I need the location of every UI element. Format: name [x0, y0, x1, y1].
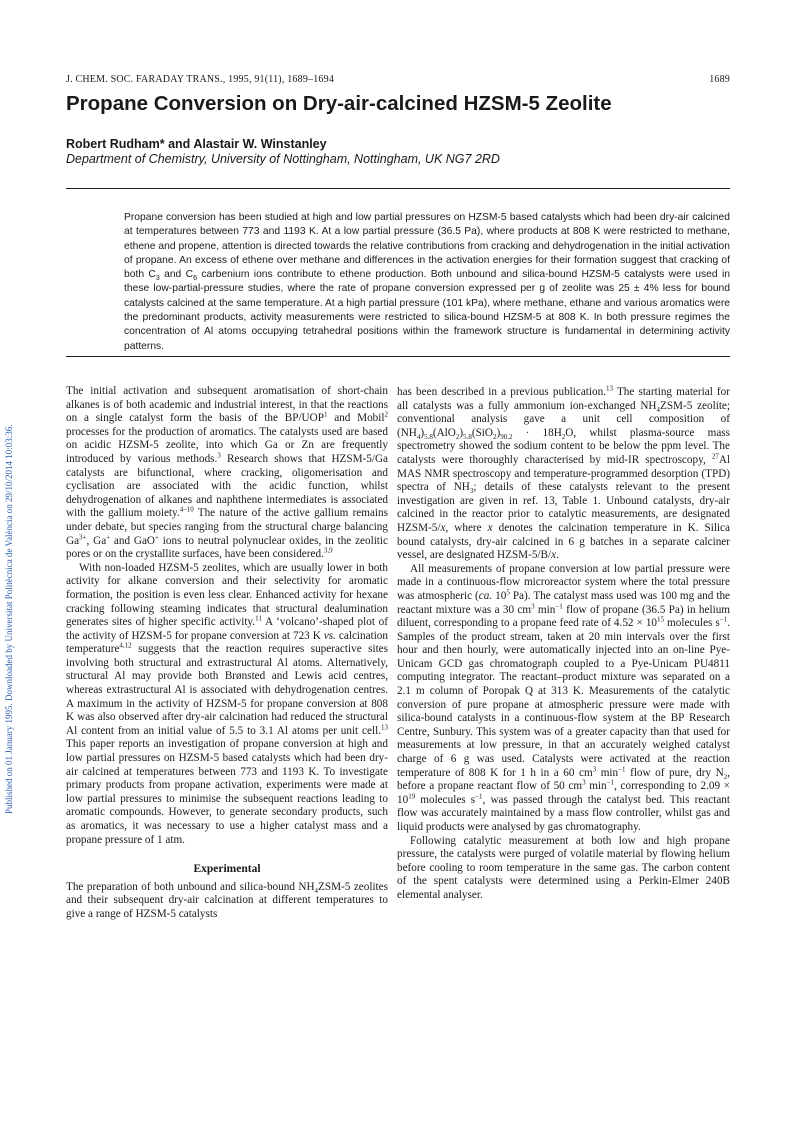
- experimental-paragraph-3: All measurements of propane conversion at low partial pressure were made in a continuous-flow microreactor system where the total pressure was atmospheric (ca. $10^5$ Pa). The catalyst mass used was 100 mg and the reactant mixture was a 30 $cm^3$ $\min^{-1}$ flow of propane (36.5 Pa) in helium diluent, corresponding to a propane feed rate of $4.52 \times 10^{15}$ molecules $s^{-1}$. Samples of the product stream, taken at 20 min intervals over the first hour and then hourly, were automatically injected into an on-line Pye-Unicam GCD gas chromatograph coupled to a Pye-Unicam PU4811 computing integrator. The reactant–product mixture was separated on a 2.1 m column of Poropak Q at 313 K. Measurements of the catalytic conversion of pure propane at atmospheric pressure were made with silica-bound catalysts in a continuous-flow system at the BP Research Centre, Sunbury. This system was of a greater capacity than that used for measurements at low pressure, in that an accurately weighed catalyst charge of 6 g was used. Catalysts were activated at the reaction temperature of 808 K for 1 h in a 60 $cm^3$ $\min^{-1}$ flow of pure, dry $N_2$, before a propane reactant flow of 50 $cm^3$ $\min^{-1}$, corresponding to $2.09 \times 10^{19}$ molecules $s^{-1}$, was passed through the catalyst bed. This reactant flow was accurately maintained by a mass flow controller, whilst gas and liquid products were analysed by gas chromatography.: [397, 562, 731, 833]
- bottom-divider: [66, 356, 730, 357]
- journal-header: [66, 74, 730, 85]
- article-affiliation: Department of Chemistry, University of Nottingham, Nottingham, UK NG7 2RD: [66, 152, 500, 166]
- abstract: Propane conversion has been studied at high and low partial pressures on HZSM-5 based catalysts which had been dry-air calcined at temperatures between 773 and 1193 K. At a low partial pressure (36.5 Pa), where products at 808 K were restricted to methane, ethene and propene, attention is directed towards the relative contributions from cracking and dehydrogenation in the initial activation of propane. An excess of ethene over methane and differences in the activation energies for their formation suggest that cracking of both $C_3$ and $C_6$ carbenium ions contribute to ethene production. Both unbound and silica-bound HZSM-5 catalysts were used in these low-partial-pressure studies, where the rate of propane conversion expressed per g of zeolite was 25 ± 4% less for bound catalysts calcined at the same temperature. At a high partial pressure (101 kPa), where methane, ethane and various aromatics were the predominant products, activity measurements were restricted to silica-bound HZSM-5 at 808 K. In both pressure regimes the concentration of Al atoms occupying tetrahedral positions within the framework structure is fundamental in determining activity patterns.: [124, 212, 731, 352]
- journal-citation: J. CHEM. SOC. FARADAY TRANS., 1995, 91(11), 1689–1694: [66, 74, 335, 85]
- intro-paragraph-2: With non-loaded HZSM-5 zeolites, which are usually lower in both activity for alkane conversion and their selectivity for aromatic formation, the position is even less clear. Enhanced activity for hexane cracking following steaming indicates that structural dealumination generates sites of higher specific activity.$^{11}$ A ‘volcano’-shaped plot of the activity of HZSM-5 for propane conversion at 723 K vs. calcination temperature$^{4,12}$ suggests that the reaction requires superactive sites involving both structural and extrastructural Al atoms. Alternatively, structural Al may provide both Brønsted and Lewis acid centres, whereas extrastructural Al is associated with dehydrogenation centres. A maximum in the activity of HZSM-5 for propane conversion at 808 K was also observed after dry-air calcination had reduced the structural Al content from an initial value of 5.5 to 3.1 Al atoms per unit cell.$^{13}$ This paper reports an investigation of propane conversion at high and low partial pressures on HZSM-5 based catalysts which had been dry-air calcined at temperatures between 773 and 1193 K. To investigate primary products from propane activation, experiments were made at low partial pressures to minimise the subsequent reactions leading to aromatic compounds. However, to generate secondary products, such as aromatics, it was necessary to use a higher catalyst mass and a propane pressure of 1 atm.: [66, 561, 388, 846]
- page-number: 1689: [709, 74, 730, 85]
- experimental-paragraph-4: Following catalytic measurement at both low and high propane pressure, the catalysts were purged of volatile material by flowing helium before cooling to room temperature in the same gas. The carbon content of the spent catalysts were determined using a Perkin-Elmer 240B elemental analyser.: [397, 834, 730, 901]
- experimental-paragraph-2: has been described in a previous publication.$^{13}$ The starting material for all catalysts was a fully ammonium ion-exchanged $NH_4ZSM-5$ zeolite; conventional analysis gave a unit cell composition of $(NH_4)_{5.8}(AlO_2)_{5.8}(SiO_2)_{90.2} \cdot 18H_2O$, whilst plasma-source mass spectrometry showed the sodium content to be below the ppm level. The catalysts were thoroughly characterised by mid-IR spectroscopy, $^{27}$Al MAS NMR spectroscopy and temperature-programmed desorption (TPD) spectra of $NH_3$; details of these catalysts relevant to the present investigation are given in ref. 13, Table 1. Unbound catalysts, dry-air calcined in the reactor prior to catalytic measurements, are designated HZSM-5/x, where x denotes the calcination temperature in K. Silica bound catalysts, dry-air calcined in 6 g batches in a separate calciner vessel, are designated HZSM-5/B/x.: [397, 384, 731, 562]
- download-watermark: [2, 214, 16, 814]
- left-column: [66, 385, 388, 922]
- top-divider: [66, 188, 730, 189]
- right-column: [397, 386, 730, 903]
- section-heading-experimental: Experimental: [193, 863, 261, 876]
- experimental-paragraph-1: The preparation of both unbound and silica-bound $NH_4ZSM-5$ zeolites and their subsequent dry-air calcination at different temperatures to give a range of HZSM-5 catalysts: [66, 880, 388, 920]
- download-notice: Published on 01 January 1995. Downloaded by Universitat Politècnica de València on 29/10/2014 10:03:36.: [4, 424, 14, 814]
- intro-paragraph-1: The initial activation and subsequent aromatisation of short-chain alkanes is of both academic and industrial interest, in that the reactions on a single catalyst form the basis of the BP/UOP$^1$ and Mobil$^2$ processes for the production of aromatics. The catalysts used are based on acidic HZSM-5 zeolite, into which Ga or Zn are frequently introduced by various methods.$^3$ Research shows that HZSM-5/Ga catalysts are bifunctional, where cracking, oligomerisation and cyclisation are associated with the acidic function, whilst dehydrogenation of alkanes and naphthene intermediates is associated with the gallium moiety.$^{4-10}$ The nature of the active gallium remains under debate, but species ranging from the structural charge balancing $Ga^{3+}$, Ga+ and GaO+ ions to neutral polynuclear oxides, in the zeolitic pores or on the crystallite surfaces, have been considered.$^{3,9}$: [66, 385, 388, 561]
- article-authors: Robert Rudham* and Alastair W. Winstanley: [66, 137, 327, 151]
- article-title: Propane Conversion on Dry-air-calcined HZSM-5 Zeolite: [66, 92, 612, 115]
